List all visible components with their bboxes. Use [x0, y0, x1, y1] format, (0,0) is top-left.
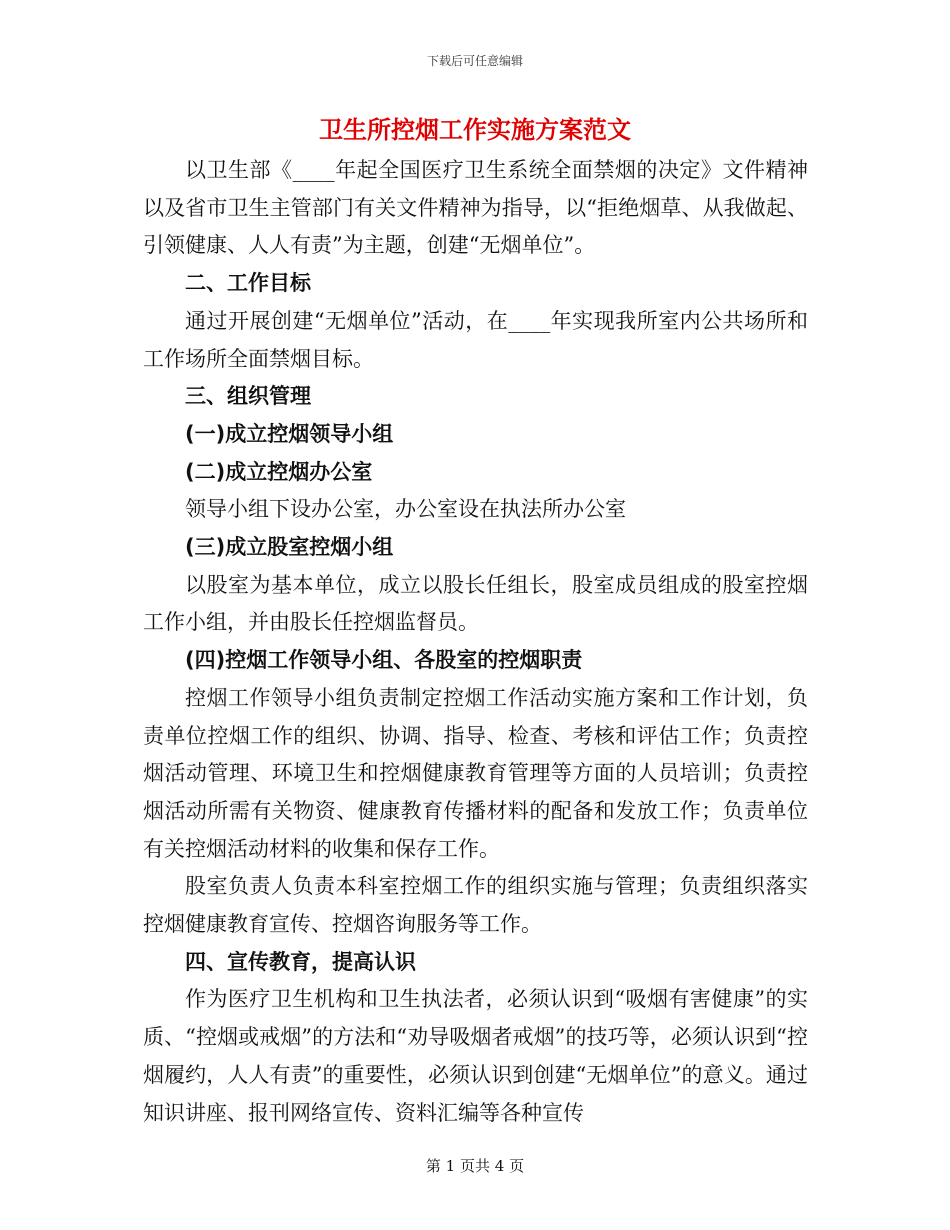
- paragraph-duties-section: 股室负责人负责本科室控烟工作的组织实施与管理；负责组织落实控烟健康教育宣传、控烟咨询服务等工作。: [143, 874, 808, 937]
- paragraph-section-group: 以股室为基本单位，成立以股长任组长，股室成员组成的股室控烟工作小组，并由股长任控烟监督员。: [143, 572, 808, 635]
- heading-work-goals: 二、工作目标: [185, 271, 311, 296]
- subheading-duties: (四)控烟工作领导小组、各股室的控烟职责: [185, 648, 583, 673]
- heading-organization: 三、组织管理: [185, 384, 311, 409]
- page-number: 第 1 页共 4 页: [425, 1157, 525, 1175]
- paragraph-office: 领导小组下设办公室，办公室设在执法所办公室: [185, 497, 626, 522]
- subheading-section-group: (三)成立股室控烟小组: [185, 535, 394, 560]
- page-header-note: 下载后可任意编辑: [426, 54, 523, 68]
- document-title: 卫生所控烟工作实施方案范文: [319, 116, 631, 144]
- paragraph-publicity: 作为医疗卫生机构和卫生执法者，必须认识到“吸烟有害健康”的实质、“控烟或戒烟”的方法和“劝导吸烟者戒烟”的技巧等，必须认识到“控烟履约，人人有责”的重要性，必须认识到创建“无烟单位”的意义。通过知识讲座、报刊网络宣传、资料汇编等各种宣传: [143, 987, 808, 1125]
- paragraph-work-goals: 通过开展创建“无烟单位”活动，在____年实现我所室内公共场所和工作场所全面禁烟目标。: [143, 308, 808, 371]
- document-body: [143, 152, 808, 1132]
- subheading-office: (二)成立控烟办公室: [185, 459, 373, 484]
- subheading-leading-group: (一)成立控烟领导小组: [185, 421, 394, 446]
- heading-publicity: 四、宣传教育，提高认识: [185, 949, 416, 974]
- paragraph-duties-leading: 控烟工作领导小组负责制定控烟工作活动实施方案和工作计划，负责单位控烟工作的组织、协调、指导、检查、考核和评估工作；负责控烟活动管理、环境卫生和控烟健康教育管理等方面的人员培训；负责控烟活动所需有关物资、健康教育传播材料的配备和发放工作；负责单位有关控烟活动材料的收集和保存工作。: [143, 685, 808, 861]
- paragraph-intro: 以卫生部《____年起全国医疗卫生系统全面禁烟的决定》文件精神以及省市卫生主管部门有关文件精神为指导，以“拒绝烟草、从我做起、引领健康、人人有责”为主题，创建“无烟单位”。: [143, 158, 808, 258]
